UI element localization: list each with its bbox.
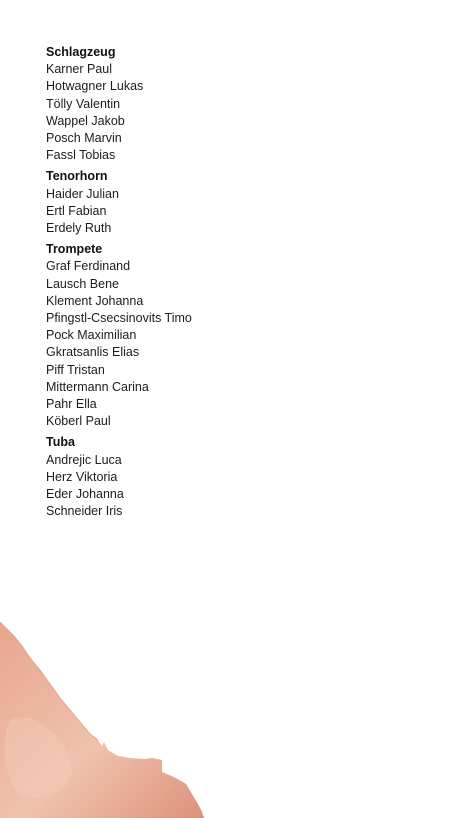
section-heading: Tuba [46, 435, 75, 450]
list-item: Piff Tristan [46, 362, 105, 377]
list-item: Köberl Paul [46, 414, 111, 429]
list-item: Lausch Bene [46, 276, 119, 291]
list-item: Mittermann Carina [46, 379, 149, 394]
section-heading: Tenorhorn [46, 169, 108, 184]
list-item: Gkratsanlis Elias [46, 345, 140, 360]
section-tuba [46, 434, 426, 520]
list-item: Posch Marvin [46, 131, 122, 146]
list-item: Erdely Ruth [46, 221, 112, 236]
list-item: Klement Johanna [46, 293, 144, 308]
list-item: Pfingstl-Csecsinovits Timo [46, 311, 192, 326]
list-item: Fassl Tobias [46, 148, 116, 163]
list-item: Eder Johanna [46, 487, 124, 502]
list-item: Hotwagner Lukas [46, 79, 144, 94]
section-trompete [46, 241, 426, 430]
list-item: Schneider Iris [46, 504, 123, 519]
list-item: Andrejic Luca [46, 452, 122, 467]
section-heading: Schlagzeug [46, 45, 116, 59]
list-item: Herz Viktoria [46, 469, 118, 484]
list-item: Tölly Valentin [46, 96, 121, 111]
list-item: Ertl Fabian [46, 203, 107, 218]
list-item: Haider Julian [46, 186, 119, 201]
watercolor-splash-icon [0, 600, 230, 818]
section-schlagzeug [46, 44, 426, 164]
section-tenorhorn [46, 168, 426, 237]
list-item: Wappel Jakob [46, 113, 125, 128]
list-item: Pock Maximilian [46, 328, 137, 343]
list-item: Karner Paul [46, 62, 113, 77]
list-item: Graf Ferdinand [46, 259, 131, 274]
section-heading: Trompete [46, 242, 103, 257]
list-item: Pahr Ella [46, 397, 97, 412]
roster-list [46, 44, 426, 524]
